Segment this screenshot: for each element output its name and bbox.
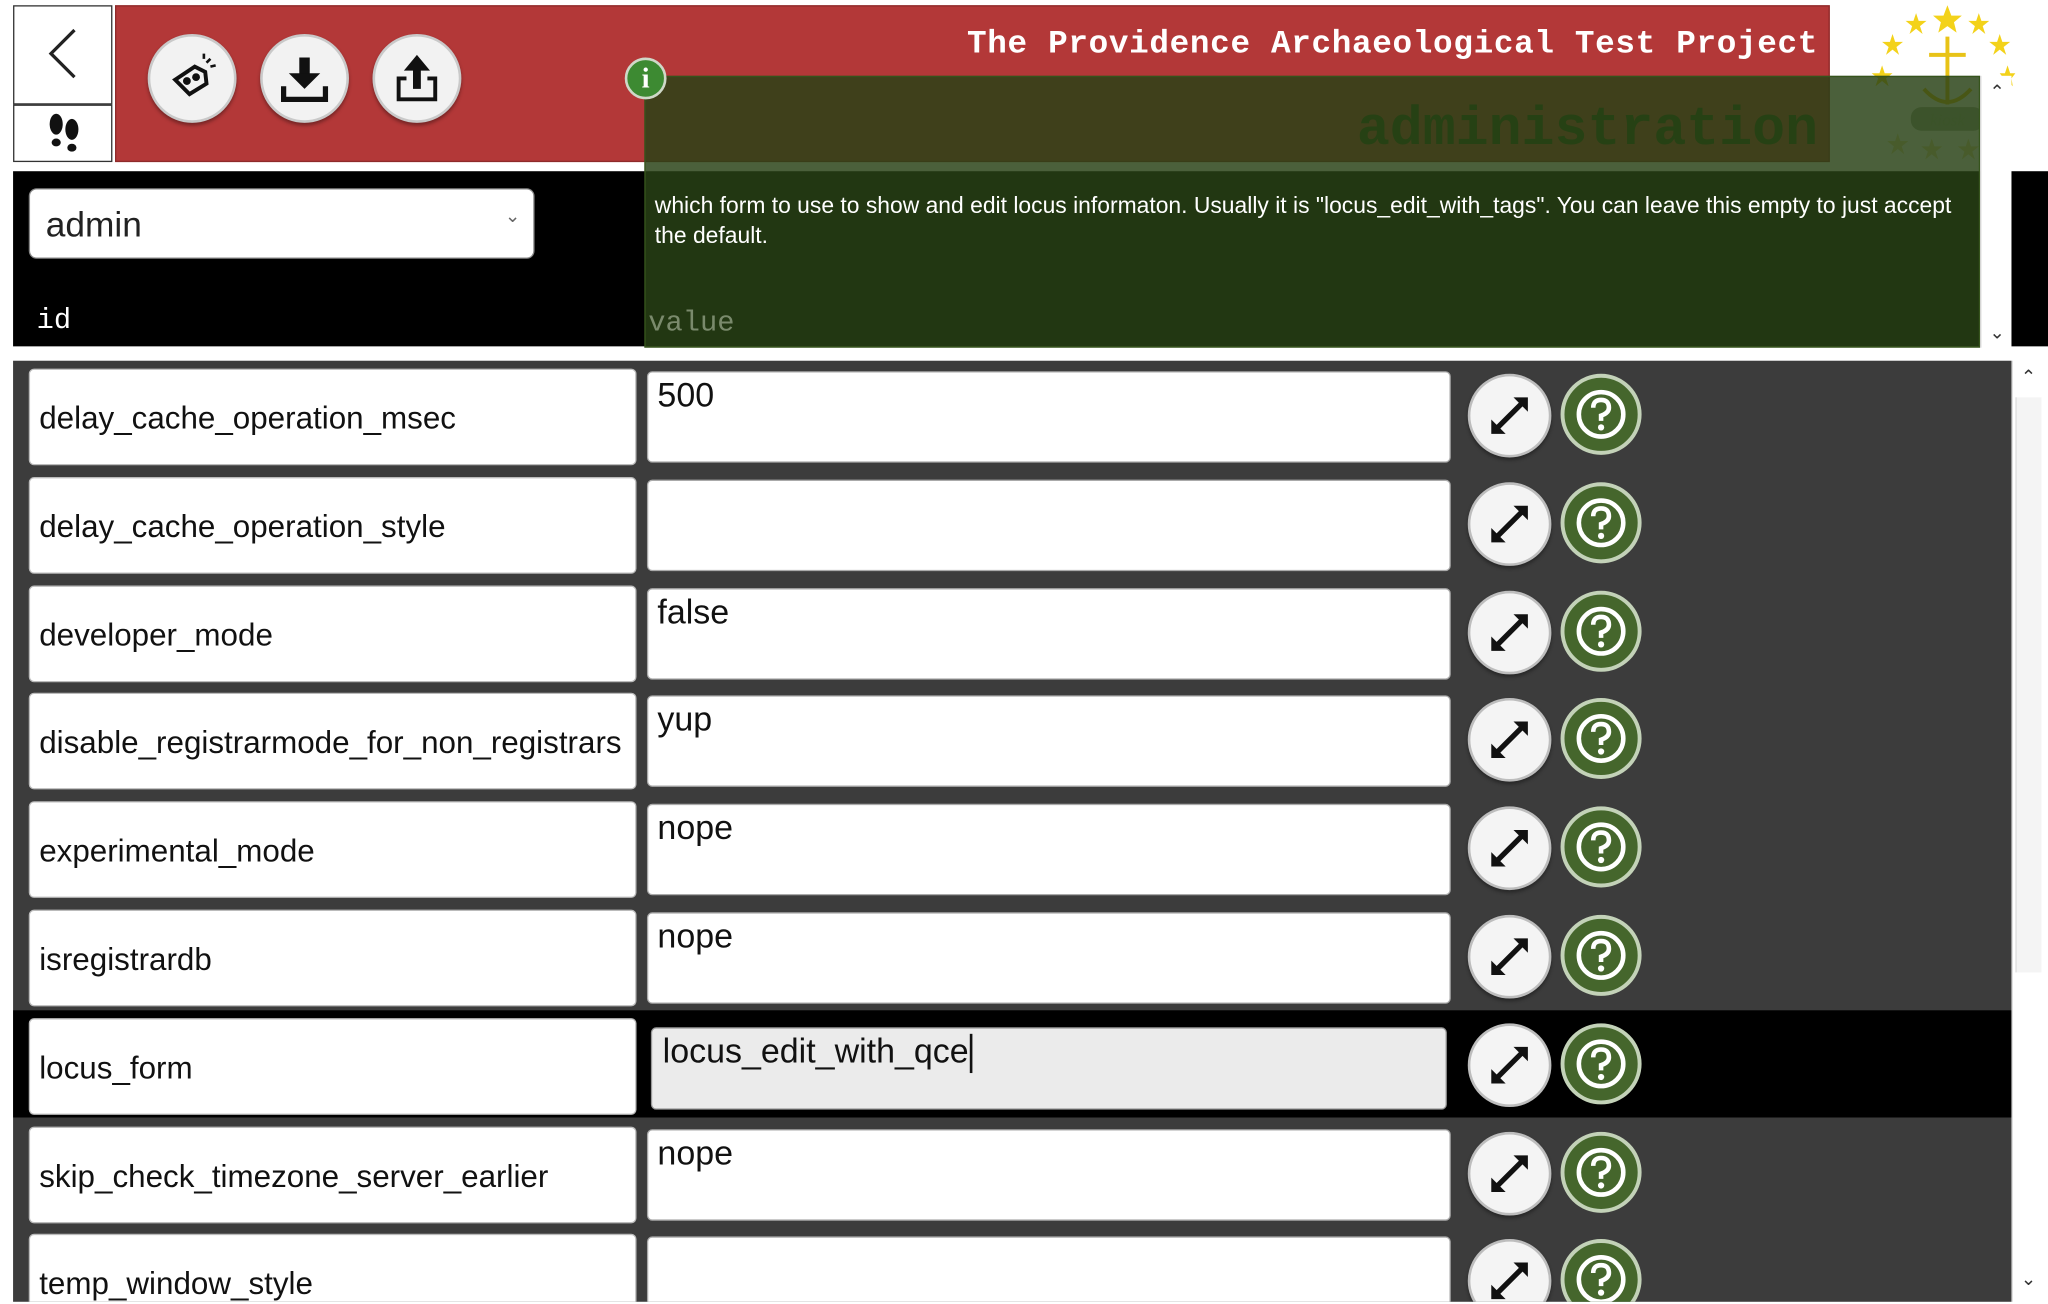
setting-value-input[interactable] (647, 804, 1451, 895)
setting-id: developer_mode (29, 585, 637, 682)
expand-button[interactable] (1468, 1023, 1552, 1107)
table-row[interactable] (13, 794, 2011, 901)
table-scrollbar[interactable] (2011, 361, 2042, 1302)
help-button[interactable] (1561, 1240, 1642, 1302)
help-icon (1575, 1254, 1627, 1302)
chevron-down-icon: ⌄ (504, 205, 521, 227)
setting-value-text: nope (657, 1132, 734, 1172)
info-icon[interactable]: i (625, 58, 667, 100)
expand-icon (1486, 825, 1533, 872)
expand-icon (1486, 609, 1533, 656)
column-header-id: id (36, 304, 72, 338)
expand-icon (1486, 933, 1533, 980)
text-caret (970, 1034, 973, 1073)
info-scrollbar[interactable] (1980, 76, 2011, 348)
info-popup (644, 76, 1980, 348)
setting-id: delay_cache_operation_style (29, 477, 637, 574)
footsteps-button[interactable] (13, 105, 112, 163)
expand-button[interactable] (1468, 1240, 1552, 1302)
settings-table (13, 361, 2011, 1302)
project-title: The Providence Archaeological Test Project (967, 24, 1819, 63)
table-row[interactable] (13, 1010, 2011, 1117)
group-select-value: admin (45, 205, 142, 245)
setting-id: locus_form (29, 1018, 637, 1115)
scroll-up-icon[interactable]: ⌃ (2020, 365, 2037, 387)
expand-icon (1486, 392, 1533, 439)
table-row[interactable] (13, 1118, 2011, 1225)
table-row[interactable] (13, 469, 2011, 576)
expand-button[interactable] (1468, 374, 1552, 458)
setting-value-input[interactable] (647, 1129, 1451, 1220)
help-button[interactable] (1561, 374, 1642, 455)
setting-value-input[interactable] (647, 912, 1451, 1003)
expand-button[interactable] (1468, 1131, 1552, 1215)
setting-id: skip_check_timezone_server_earlier (29, 1126, 637, 1223)
column-header-value: value (648, 307, 735, 340)
download-button[interactable] (260, 34, 349, 123)
scroll-down-icon[interactable]: ⌄ (2020, 1267, 2037, 1289)
expand-icon (1486, 1258, 1533, 1302)
setting-value-input[interactable] (647, 1237, 1451, 1302)
info-popup-text: which form to use to show and edit locus informaton. Usually it is "locus_edit_with_tags". You can leave this empty to just accept the default. (654, 192, 1952, 249)
expand-button[interactable] (1468, 915, 1552, 999)
setting-value-input[interactable] (651, 1027, 1447, 1109)
help-button[interactable] (1561, 590, 1642, 671)
expand-icon (1486, 1150, 1533, 1197)
help-button[interactable] (1561, 1131, 1642, 1212)
table-row[interactable] (13, 685, 2011, 792)
expand-button[interactable] (1468, 807, 1552, 891)
footsteps-icon (44, 111, 83, 155)
download-icon (278, 52, 330, 104)
table-row[interactable] (13, 361, 2011, 468)
upload-button[interactable] (372, 34, 461, 123)
upload-icon (391, 52, 443, 104)
table-row[interactable] (13, 1226, 2011, 1301)
help-button[interactable] (1561, 807, 1642, 888)
table-row[interactable] (13, 577, 2011, 684)
setting-id: temp_window_style (29, 1234, 637, 1301)
setting-value-input[interactable] (647, 588, 1451, 679)
expand-icon (1486, 500, 1533, 547)
help-icon (1575, 1146, 1627, 1198)
help-icon (1575, 496, 1627, 548)
setting-value-input[interactable] (647, 371, 1451, 462)
setting-value-text: nope (657, 807, 734, 848)
setting-value-text: yup (657, 699, 713, 739)
expand-button[interactable] (1468, 698, 1552, 782)
help-icon (1575, 1037, 1627, 1089)
scroll-up-icon[interactable]: ⌃ (1989, 81, 2005, 102)
help-button[interactable] (1561, 915, 1642, 996)
setting-id: delay_cache_operation_msec (29, 369, 637, 466)
chevron-left-icon (43, 25, 82, 83)
sync-icon (166, 52, 218, 104)
expand-icon (1486, 717, 1533, 764)
setting-value-text: nope (657, 916, 734, 956)
help-button[interactable] (1561, 482, 1642, 563)
setting-id: disable_registrarmode_for_non_registrars (29, 693, 637, 790)
back-button[interactable] (13, 5, 112, 104)
expand-button[interactable] (1468, 590, 1552, 674)
group-select[interactable] (29, 188, 535, 259)
expand-button[interactable] (1468, 482, 1552, 566)
sync-button[interactable] (148, 34, 237, 123)
help-button[interactable] (1561, 698, 1642, 779)
help-icon (1575, 929, 1627, 981)
help-icon (1575, 388, 1627, 440)
expand-icon (1486, 1041, 1533, 1088)
table-row[interactable] (13, 902, 2011, 1009)
setting-id: experimental_mode (29, 801, 637, 898)
help-icon (1575, 713, 1627, 765)
setting-value-text: 500 (657, 375, 715, 415)
scroll-down-icon[interactable]: ⌄ (1989, 321, 2005, 343)
help-button[interactable] (1561, 1023, 1642, 1104)
setting-value-text: false (657, 591, 730, 631)
setting-value-text: locus_edit_with_qce (662, 1030, 969, 1071)
scroll-thumb[interactable] (2015, 397, 2041, 972)
setting-value-input[interactable] (647, 479, 1451, 570)
setting-value-input[interactable] (647, 696, 1451, 787)
setting-id: isregistrardb (29, 910, 637, 1007)
help-icon (1575, 821, 1627, 873)
help-icon (1575, 605, 1627, 657)
